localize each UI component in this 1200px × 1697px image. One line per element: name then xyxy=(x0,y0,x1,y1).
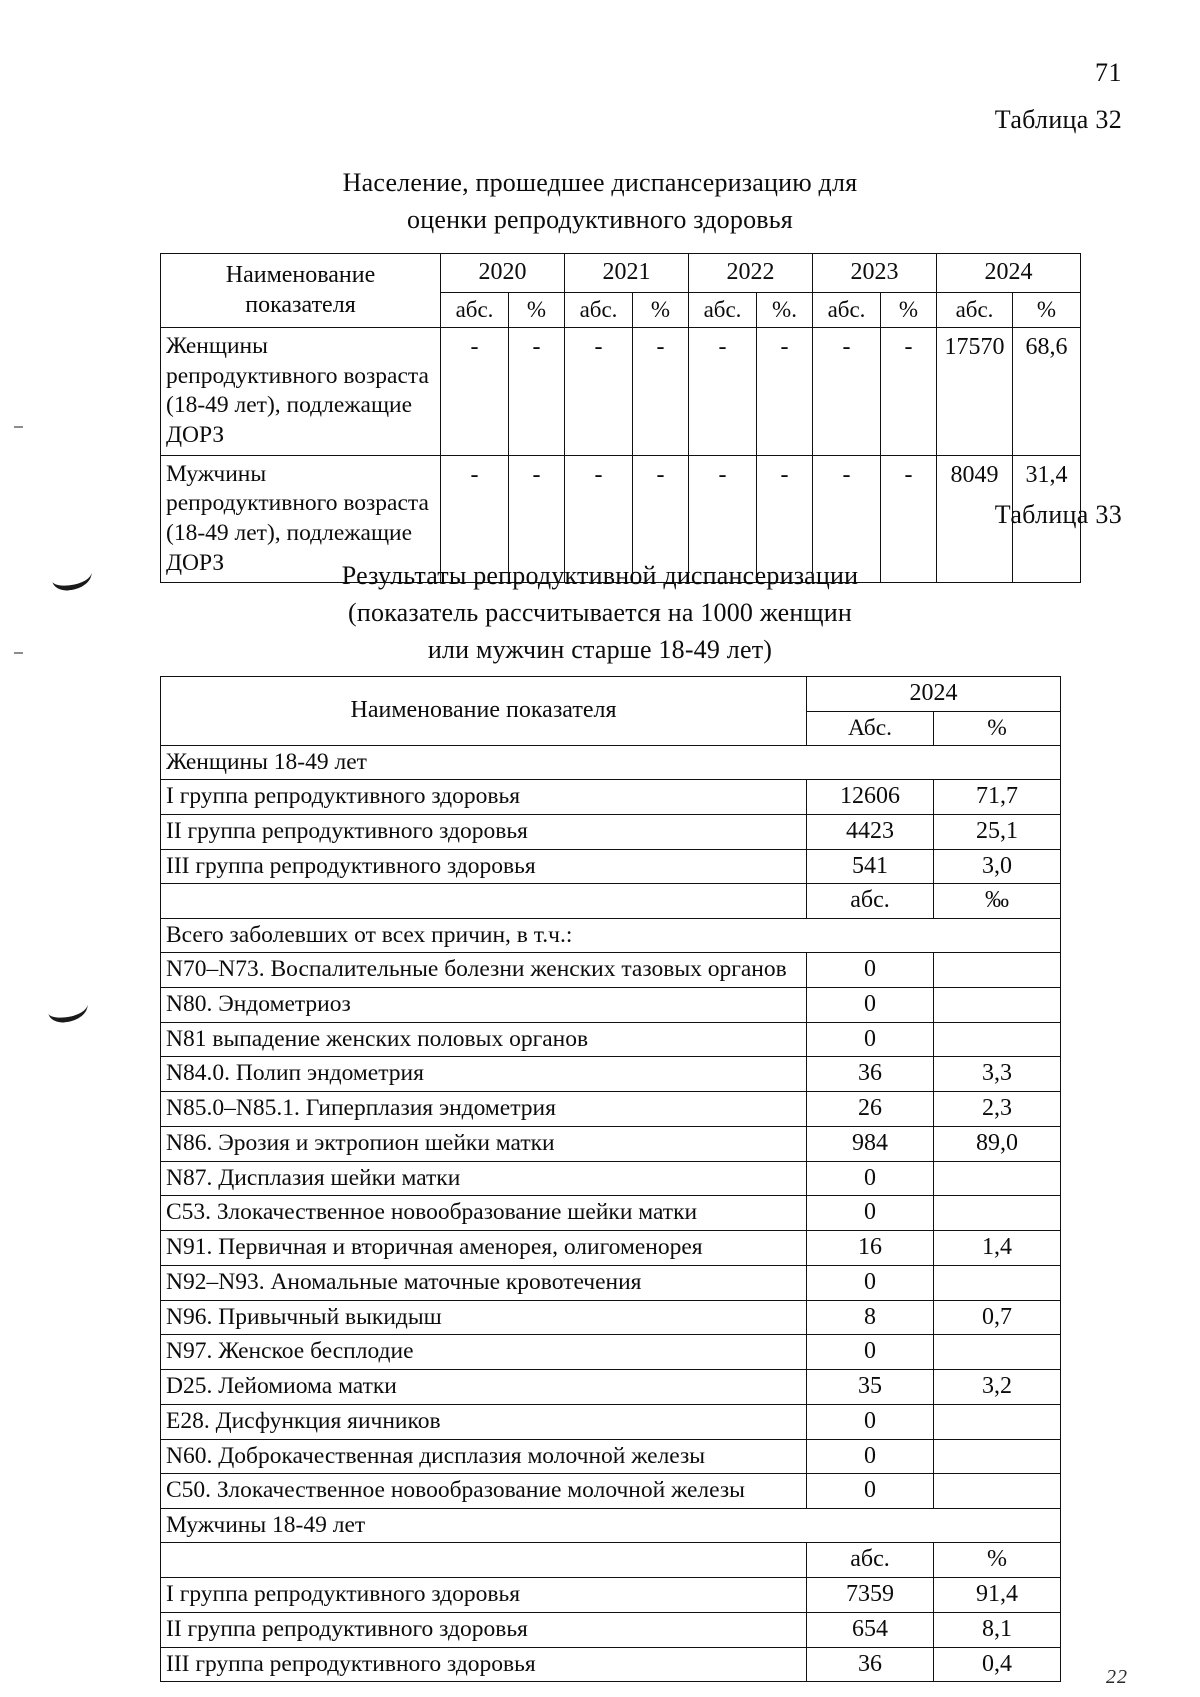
table33-section-total xyxy=(161,919,1061,953)
table32-row1-v4: - xyxy=(689,455,757,582)
table32-sub-6: абс. xyxy=(813,292,881,328)
table32-year-2020: 2020 xyxy=(441,254,565,293)
table33-dx-6-label: N87. Дисплазия шейки матки xyxy=(161,1161,807,1196)
table33-dx-13-label: E28. Дисфункция яичников xyxy=(161,1404,807,1439)
table32-row1-v7: - xyxy=(881,455,937,582)
table33-title xyxy=(0,558,1200,669)
table32-sub-0: абс. xyxy=(441,292,509,328)
table33-women-group3-label: III группа репродуктивного здоровья xyxy=(161,849,807,884)
table33-section-women-label: Женщины 18-49 лет xyxy=(161,745,1061,779)
table-row xyxy=(161,1335,1061,1370)
table33-men-group3-label: III группа репродуктивного здоровья xyxy=(161,1647,807,1682)
table32-body xyxy=(161,328,1081,583)
table32-row1-v2: - xyxy=(565,455,633,582)
table33-dx-3-label: N84.0. Полип эндометрия xyxy=(161,1057,807,1092)
table-row xyxy=(161,987,1061,1022)
table33-dx-14-label: N60. Доброкачественная дисплазия молочной железы xyxy=(161,1439,807,1474)
table33-dx-4-pct: 2,3 xyxy=(934,1092,1061,1127)
table32-row1-v0: - xyxy=(441,455,509,582)
table33-men-group1-pct: 91,4 xyxy=(934,1578,1061,1613)
table33-dx-2-abs: 0 xyxy=(807,1022,934,1057)
table33-dx-7-label: C53. Злокачественное новообразование шейки матки xyxy=(161,1196,807,1231)
table33-women-group3-pct: 3,0 xyxy=(934,849,1061,884)
table-row xyxy=(161,1022,1061,1057)
table33-men-group2-abs: 654 xyxy=(807,1612,934,1647)
table33-dx-14-pct xyxy=(934,1439,1061,1474)
table33-women-group1-pct: 71,7 xyxy=(934,780,1061,815)
table32-label-text: Таблица 32 xyxy=(994,105,1122,134)
table33-women-group2-abs: 4423 xyxy=(807,814,934,849)
table33-dx-8-label: N91. Первичная и вторичная аменорея, олигоменорея xyxy=(161,1231,807,1266)
scan-artifact-tick xyxy=(14,426,23,428)
table33-dx-4-abs: 26 xyxy=(807,1092,934,1127)
table33-container xyxy=(160,676,1060,1682)
table33-dx-11-abs: 0 xyxy=(807,1335,934,1370)
footer-scan-mark: 22 xyxy=(1106,1666,1128,1688)
table33-men-group3-pct: 0,4 xyxy=(934,1647,1061,1682)
table33-dx-13-abs: 0 xyxy=(807,1404,934,1439)
table33-dx-9-label: N92–N93. Аномальные маточные кровотечения xyxy=(161,1265,807,1300)
table33-section-women xyxy=(161,745,1061,779)
table32-sub-3: % xyxy=(633,292,689,328)
table32-sub-4: абс. xyxy=(689,292,757,328)
table33-unit-abs: абс. xyxy=(807,884,934,919)
table33-header-name: Наименование показателя xyxy=(161,677,807,746)
table33-dx-0-abs: 0 xyxy=(807,953,934,988)
table-row xyxy=(161,1196,1061,1231)
table33-dx-5-pct: 89,0 xyxy=(934,1126,1061,1161)
table32-sub-8: абс. xyxy=(937,292,1013,328)
table33-label-text: Таблица 33 xyxy=(994,500,1122,529)
table33-dx-11-label: N97. Женское бесплодие xyxy=(161,1335,807,1370)
table33-women-group2-pct: 25,1 xyxy=(934,814,1061,849)
table33-head xyxy=(161,677,1061,746)
table32-row1-v3: - xyxy=(633,455,689,582)
table-row xyxy=(161,780,1061,815)
table33-dx-15-label: C50. Злокачественное новообразование молочной железы xyxy=(161,1474,807,1509)
table33-women-group3-abs: 541 xyxy=(807,849,934,884)
table32-row0-v3: - xyxy=(633,328,689,455)
table33 xyxy=(160,676,1061,1682)
page-number: 71 xyxy=(1095,58,1122,87)
table32-container xyxy=(160,253,1068,583)
table32-sub-7: % xyxy=(881,292,937,328)
table33-dx-12-pct: 3,2 xyxy=(934,1370,1061,1405)
table33-header-row-year xyxy=(161,677,1061,712)
table32-header-row-years xyxy=(161,254,1081,293)
table33-sub-pct: % xyxy=(934,711,1061,745)
table33-dx-2-pct xyxy=(934,1022,1061,1057)
table32-row1-v6: - xyxy=(813,455,881,582)
table32-title-line1: Население, прошедшее диспансеризацию для xyxy=(342,168,858,197)
table-row xyxy=(161,1370,1061,1405)
table33-women-group2-label: II группа репродуктивного здоровья xyxy=(161,814,807,849)
table33-title-line1: Результаты репродуктивной диспансеризации xyxy=(341,561,859,590)
table33-year-2024: 2024 xyxy=(807,677,1061,712)
table33-dx-15-abs: 0 xyxy=(807,1474,934,1509)
table32-head xyxy=(161,254,1081,328)
table32-sub-2: абс. xyxy=(565,292,633,328)
table33-dx-9-abs: 0 xyxy=(807,1265,934,1300)
table32-row0-label: Женщины репродуктивного возраста (18-49 лет), подлежащие ДОРЗ xyxy=(161,328,441,455)
table-row xyxy=(161,1161,1061,1196)
table32-year-2022: 2022 xyxy=(689,254,813,293)
table32-row0-v4: - xyxy=(689,328,757,455)
table-row xyxy=(161,849,1061,884)
table33-women-group1-abs: 12606 xyxy=(807,780,934,815)
table33-dx-3-abs: 36 xyxy=(807,1057,934,1092)
table33-unit-row-blank xyxy=(161,884,807,919)
table32-year-2024: 2024 xyxy=(937,254,1081,293)
table33-sub-abs: Абс. xyxy=(807,711,934,745)
table33-dx-8-pct: 1,4 xyxy=(934,1231,1061,1266)
table33-dx-10-abs: 8 xyxy=(807,1300,934,1335)
table33-dx-4-label: N85.0–N85.1. Гиперплазия эндометрия xyxy=(161,1092,807,1127)
table33-dx-11-pct xyxy=(934,1335,1061,1370)
table33-label xyxy=(0,500,1200,530)
table32-header-name: Наименование показателя xyxy=(161,254,441,328)
table32-row0-v8: 17570 xyxy=(937,328,1013,455)
table-row xyxy=(161,1057,1061,1092)
table33-dx-5-label: N86. Эрозия и эктропион шейки матки xyxy=(161,1126,807,1161)
table33-dx-12-abs: 35 xyxy=(807,1370,934,1405)
table33-dx-15-pct xyxy=(934,1474,1061,1509)
table32-row0-v5: - xyxy=(757,328,813,455)
table33-dx-0-label: N70–N73. Воспалительные болезни женских тазовых органов xyxy=(161,953,807,988)
table-row xyxy=(161,1578,1061,1613)
table33-unit-permille: ‰ xyxy=(934,884,1061,919)
table33-dx-10-pct: 0,7 xyxy=(934,1300,1061,1335)
table32-title xyxy=(0,165,1200,239)
table32-row0-v9: 68,6 xyxy=(1013,328,1081,455)
table33-women-group1-label: I группа репродуктивного здоровья xyxy=(161,780,807,815)
table-row xyxy=(161,1231,1061,1266)
table32-sub-5: %. xyxy=(757,292,813,328)
table32-row0-v1: - xyxy=(509,328,565,455)
table-row xyxy=(161,1126,1061,1161)
table32-sub-1: % xyxy=(509,292,565,328)
table33-men-group1-label: I группа репродуктивного здоровья xyxy=(161,1578,807,1613)
table32-row0-v7: - xyxy=(881,328,937,455)
table-row xyxy=(161,1474,1061,1509)
table32-row0-v6: - xyxy=(813,328,881,455)
table32-label xyxy=(0,105,1200,135)
table32-row1-label: Мужчины репродуктивного возраста (18-49 лет), подлежащие ДОРЗ xyxy=(161,455,441,582)
table33-title-line2: (показатель рассчитывается на 1000 женщин xyxy=(348,597,852,627)
table33-dx-7-pct xyxy=(934,1196,1061,1231)
table-row xyxy=(161,1265,1061,1300)
table33-men-group1-abs: 7359 xyxy=(807,1578,934,1613)
table33-dx-2-label: N81 выпадение женских половых органов xyxy=(161,1022,807,1057)
table32-row0-v2: - xyxy=(565,328,633,455)
table-row xyxy=(161,1439,1061,1474)
table-row xyxy=(161,1404,1061,1439)
table33-unit-row-men-blank xyxy=(161,1543,807,1578)
table33-dx-14-abs: 0 xyxy=(807,1439,934,1474)
table-row xyxy=(161,953,1061,988)
table33-dx-1-label: N80. Эндометриоз xyxy=(161,987,807,1022)
table33-dx-7-abs: 0 xyxy=(807,1196,934,1231)
table33-dx-13-pct xyxy=(934,1404,1061,1439)
table33-dx-0-pct xyxy=(934,953,1061,988)
table33-unit-row-men xyxy=(161,1543,1061,1578)
table33-men-group3-abs: 36 xyxy=(807,1647,934,1682)
table32-row1-v9: 31,4 xyxy=(1013,455,1081,582)
table32-row1-v5: - xyxy=(757,455,813,582)
table33-dx-12-label: D25. Лейомиома матки xyxy=(161,1370,807,1405)
table33-section-men xyxy=(161,1509,1061,1543)
table-row xyxy=(161,328,1081,455)
table33-dx-6-abs: 0 xyxy=(807,1161,934,1196)
table33-dx-5-abs: 984 xyxy=(807,1126,934,1161)
table33-body xyxy=(161,745,1061,1681)
table33-dx-6-pct xyxy=(934,1161,1061,1196)
table32-row1-v1: - xyxy=(509,455,565,582)
table32-row0-v0: - xyxy=(441,328,509,455)
table33-men-group2-label: II группа репродуктивного здоровья xyxy=(161,1612,807,1647)
table33-title-line3: или мужчин старше 18-49 лет) xyxy=(427,634,773,664)
table-row xyxy=(161,1092,1061,1127)
table33-dx-9-pct xyxy=(934,1265,1061,1300)
table32 xyxy=(160,253,1081,583)
table33-unit-men-abs: абс. xyxy=(807,1543,934,1578)
table33-dx-1-pct xyxy=(934,987,1061,1022)
table33-dx-1-abs: 0 xyxy=(807,987,934,1022)
table32-year-2023: 2023 xyxy=(813,254,937,293)
table-row xyxy=(161,1300,1061,1335)
table33-dx-8-abs: 16 xyxy=(807,1231,934,1266)
table-row xyxy=(161,1612,1061,1647)
table33-section-total-label: Всего заболевших от всех причин, в т.ч.: xyxy=(161,919,1061,953)
table33-unit-men-pct: % xyxy=(934,1543,1061,1578)
margin-pen-mark xyxy=(47,993,90,1024)
table-row xyxy=(161,814,1061,849)
table33-section-men-label: Мужчины 18-49 лет xyxy=(161,1509,1061,1543)
table33-unit-row-women xyxy=(161,884,1061,919)
table-row xyxy=(161,1647,1061,1682)
table32-sub-9: % xyxy=(1013,292,1081,328)
table33-dx-3-pct: 3,3 xyxy=(934,1057,1061,1092)
table33-men-group2-pct: 8,1 xyxy=(934,1612,1061,1647)
table32-year-2021: 2021 xyxy=(565,254,689,293)
table33-dx-10-label: N96. Привычный выкидыш xyxy=(161,1300,807,1335)
table32-row1-v8: 8049 xyxy=(937,455,1013,582)
table32-title-line2: оценки репродуктивного здоровья xyxy=(407,204,793,234)
